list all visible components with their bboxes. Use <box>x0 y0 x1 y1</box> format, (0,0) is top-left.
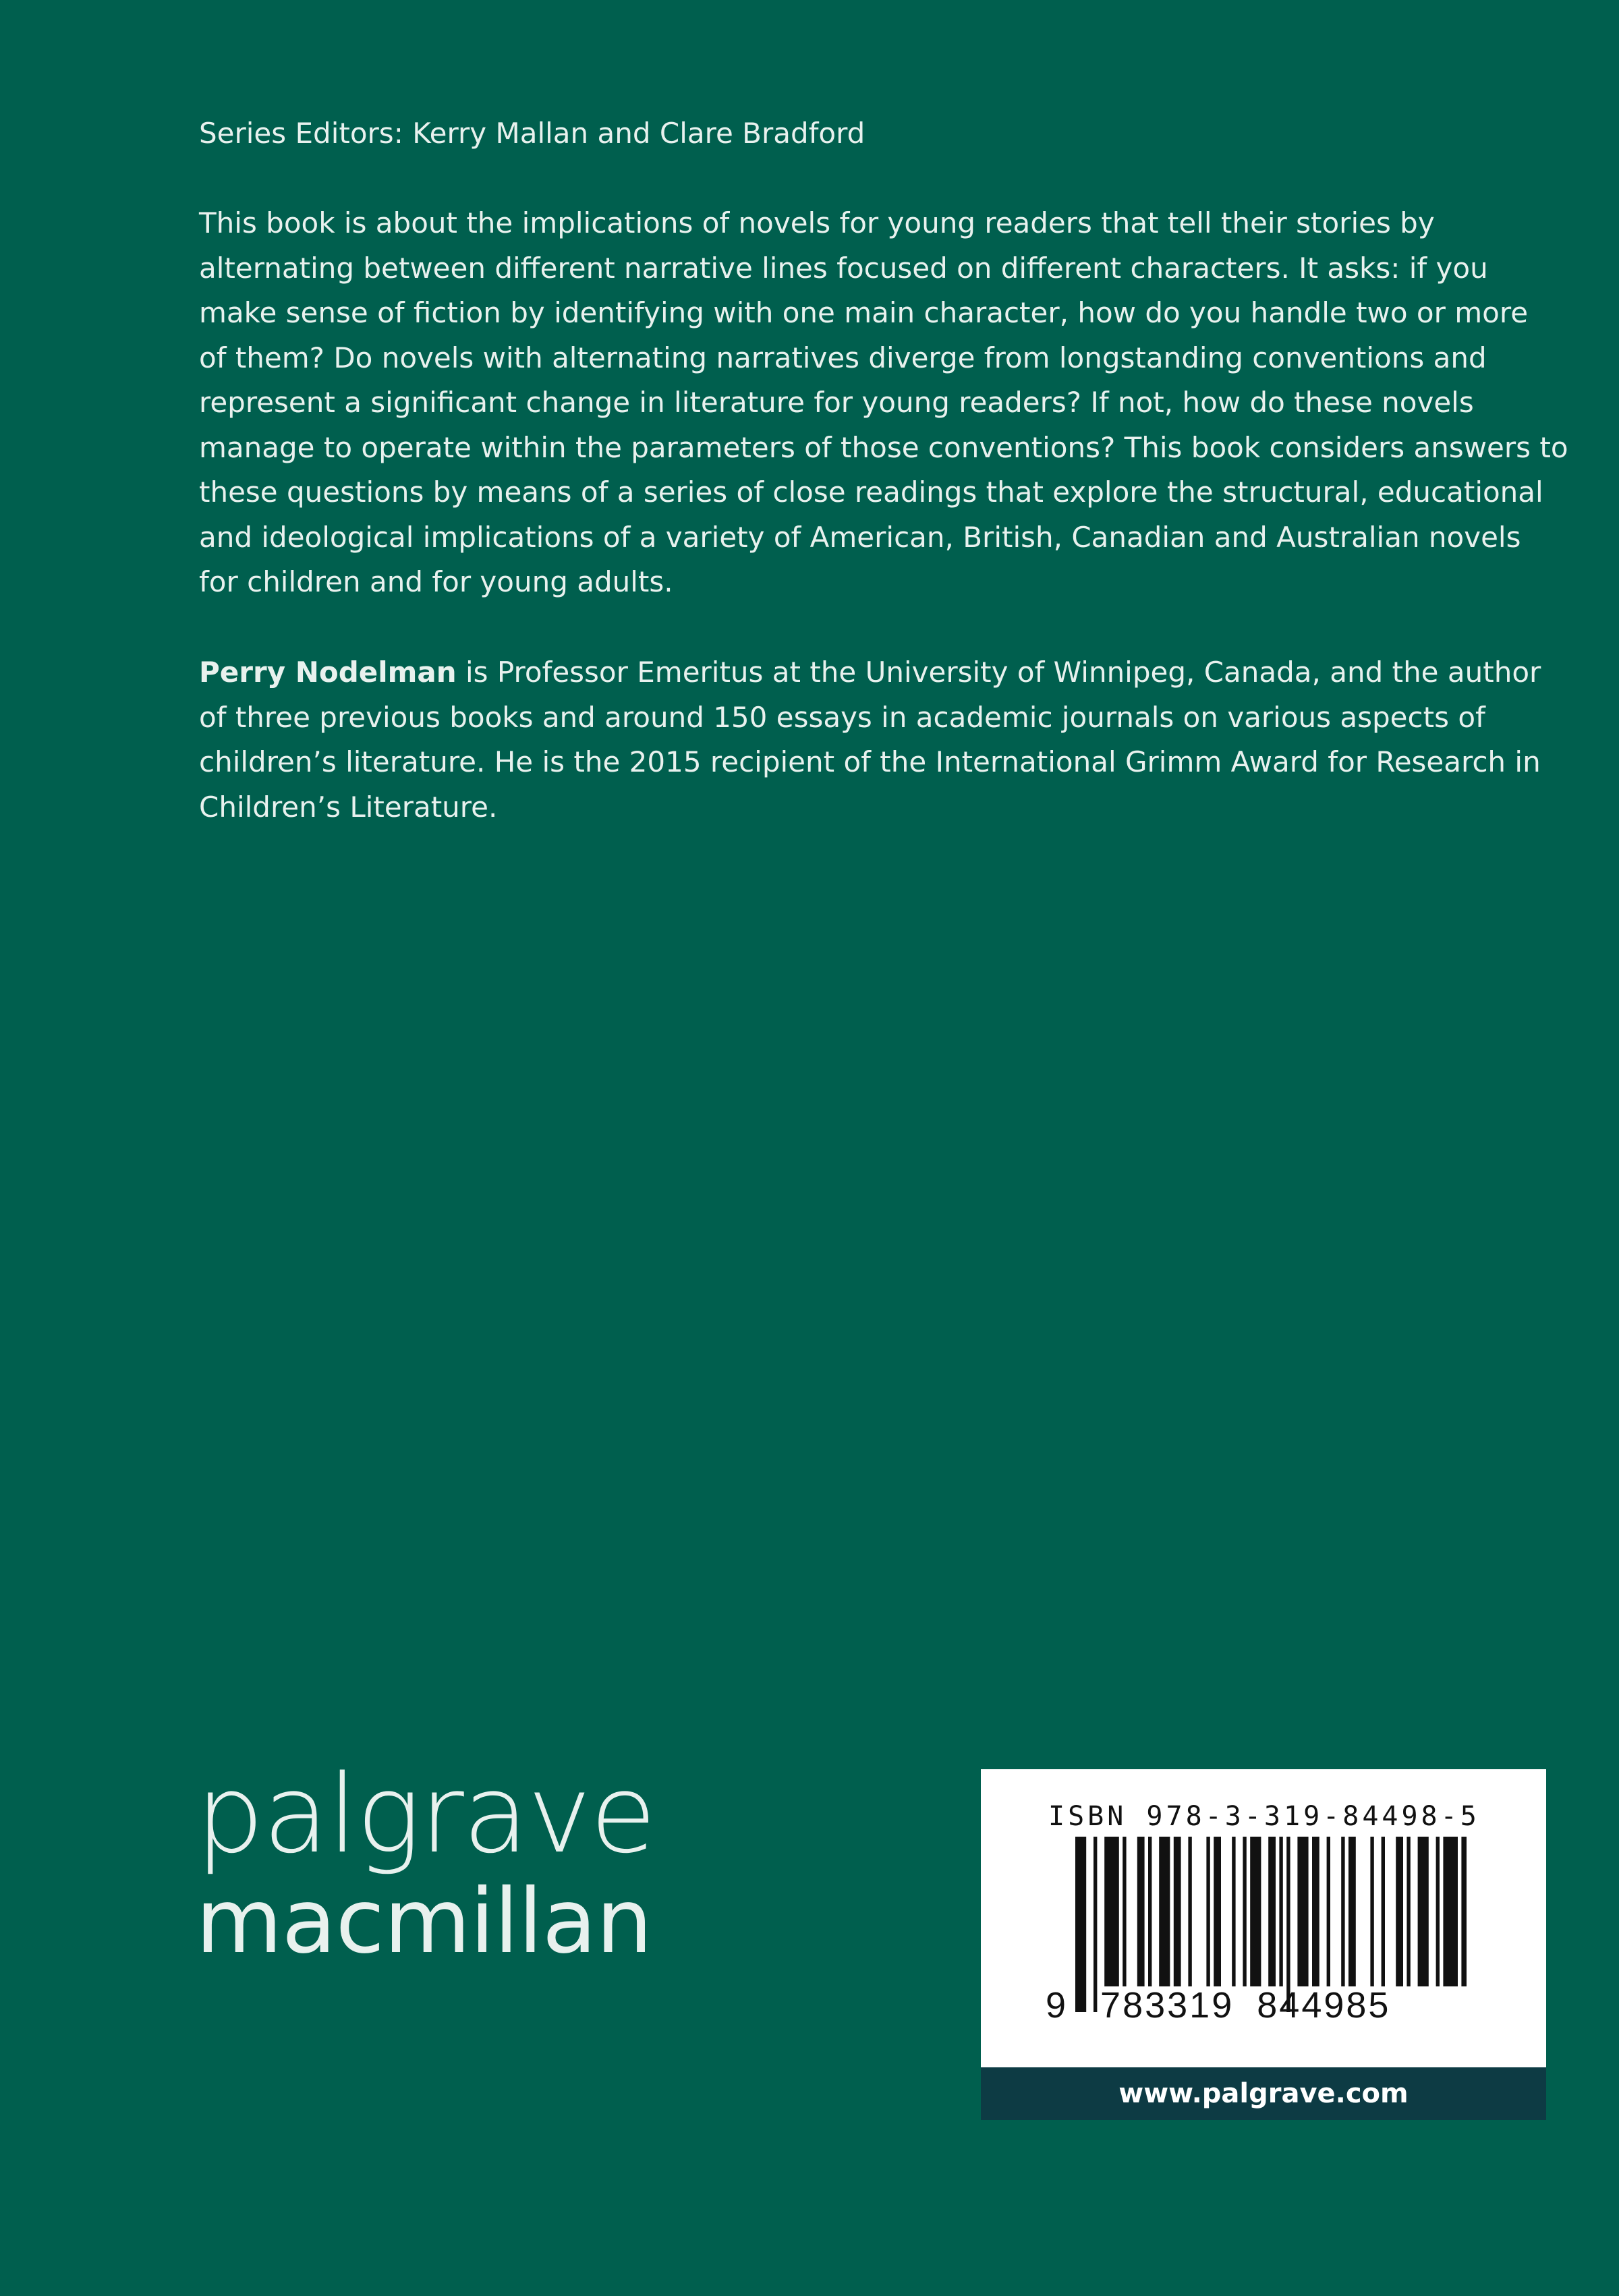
bio-line: children’s literature. He is the 2015 recipient of the International Grimm Award for Research in <box>199 745 1541 778</box>
barcode-digits <box>1046 1985 1390 2026</box>
bio-line: Children’s Literature. <box>199 790 498 824</box>
series-editors: Series Editors: Kerry Mallan and Clare Bradford <box>199 117 865 150</box>
publisher-website[interactable]: www.palgrave.com <box>981 2067 1546 2120</box>
publisher-logo <box>196 1751 656 1974</box>
barcode-bar <box>1214 1837 1221 1986</box>
barcode-bar <box>1159 1837 1170 1986</box>
barcode-bar <box>1312 1837 1319 1986</box>
description-line: make sense of fiction by identifying with one main character, how do you handle two or more <box>199 296 1529 329</box>
book-description <box>199 201 1568 605</box>
description-line: manage to operate within the parameters of those conventions? This book considers answers to <box>199 430 1568 464</box>
barcode-bar <box>1137 1837 1145 1986</box>
barcode-bar <box>1232 1837 1235 1986</box>
barcode-bar <box>1370 1837 1373 1986</box>
logo-macmillan: macmillan <box>196 1870 652 1974</box>
isbn-label: ISBN 978-3-319-84498-5 <box>1048 1801 1480 1832</box>
barcode-bar <box>1279 1837 1282 1986</box>
barcode-digits-group2: 844985 <box>1257 1985 1391 2026</box>
barcode-bar <box>1348 1837 1356 1986</box>
barcode-bar <box>1297 1837 1308 1986</box>
bio-line: of three previous books and around 150 essays in academic journals on various aspects of <box>199 700 1485 734</box>
description-line: these questions by means of a series of close readings that explore the structural, educational <box>199 476 1543 509</box>
description-line: represent a significant change in literature for young readers? If not, how do these novels <box>199 386 1474 419</box>
barcode-bar <box>1243 1837 1246 1986</box>
barcode-bar <box>1407 1837 1410 1986</box>
description-line: for children and for young adults. <box>199 565 673 598</box>
description-line: This book is about the implications of novels for young readers that tell their stories by <box>199 206 1435 239</box>
barcode-digits-group1: 783319 <box>1100 1985 1234 2026</box>
barcode-panel <box>981 1769 1546 2120</box>
bio-text: is Professor Emeritus at the University of Winnipeg, Canada, and the author <box>456 656 1541 689</box>
barcode-bar <box>1443 1837 1458 1986</box>
description-line: alternating between different narrative lines focused on different characters. It asks: if you <box>199 251 1488 285</box>
barcode-bar <box>1206 1837 1210 1986</box>
barcode-bar <box>1461 1837 1467 1986</box>
barcode-bar <box>1104 1837 1119 1986</box>
barcode-bar <box>1436 1837 1440 1986</box>
barcode-bar <box>1418 1837 1429 1986</box>
barcode-bar <box>1382 1837 1385 1986</box>
barcode-bar <box>1148 1837 1152 1986</box>
description-line: of them? Do novels with alternating narratives diverge from longstanding conventions and <box>199 341 1487 374</box>
barcode-bar <box>1188 1837 1191 1986</box>
barcode-bar <box>1174 1837 1181 1986</box>
author-bio <box>199 650 1541 830</box>
barcode-digit-lead: 9 <box>1046 1985 1069 2026</box>
bio-line <box>199 650 1541 695</box>
barcode-bar <box>1396 1837 1403 1986</box>
barcode-bar <box>1123 1837 1126 1986</box>
logo-palgrave: palgrave <box>196 1751 656 1877</box>
description-line: and ideological implications of a variety of American, British, Canadian and Australian novels <box>199 520 1521 554</box>
barcode-bar <box>1327 1837 1330 1986</box>
barcode-bar <box>1341 1837 1344 1986</box>
barcode-bar <box>1250 1837 1261 1986</box>
barcode-bar <box>1268 1837 1276 1986</box>
author-name: Perry Nodelman <box>199 656 457 689</box>
